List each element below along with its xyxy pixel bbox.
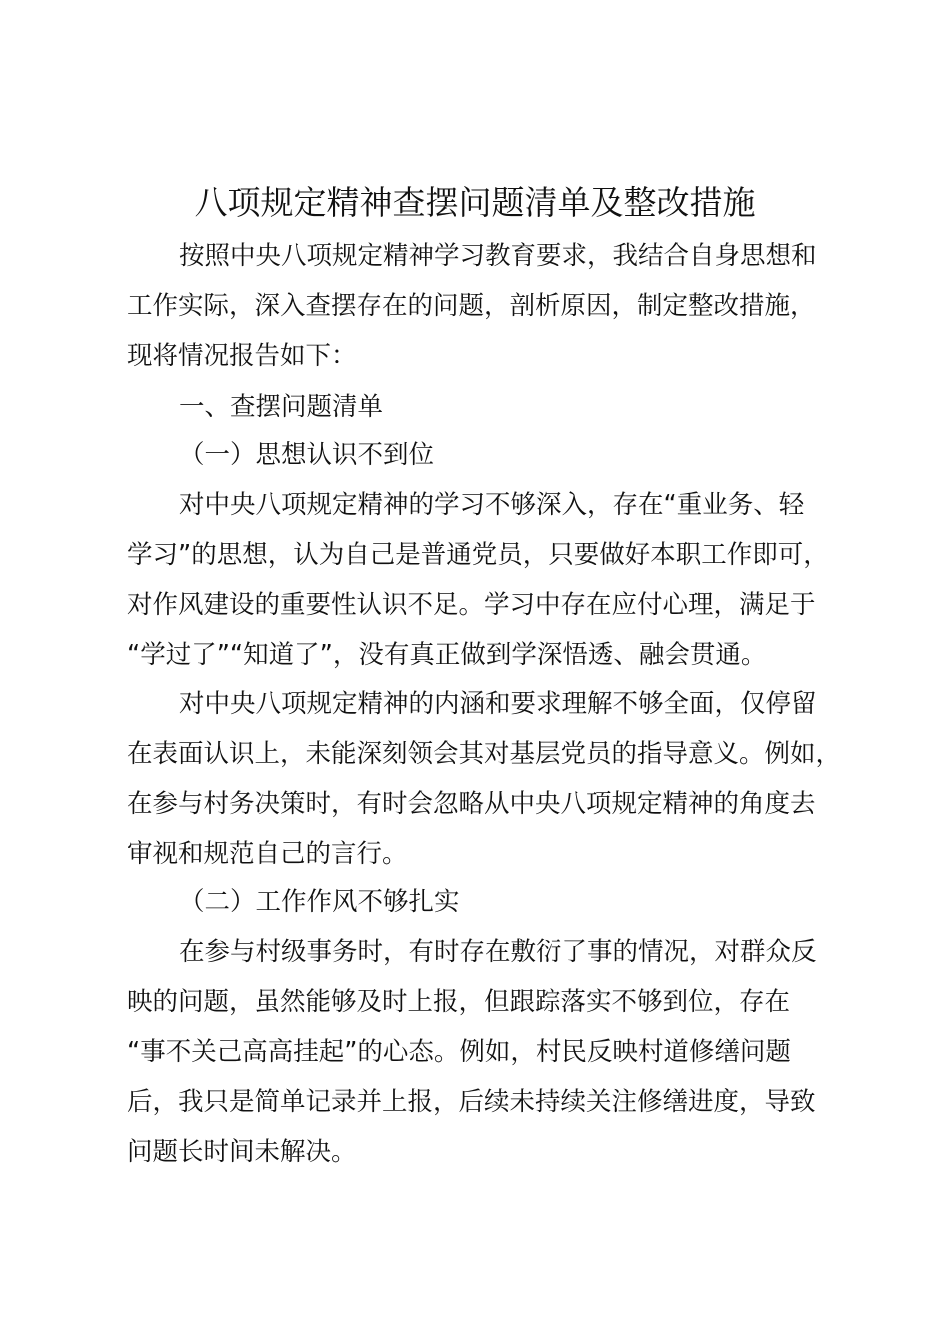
page-title: 八项规定精神查摆问题清单及整改措施 [194,183,756,222]
sub2-para1-line-2: 映的问题，虽然能够及时上报，但跟踪落实不够到位，存在 [127,987,791,1017]
intro-line-2: 工作实际，深入查摆存在的问题，剖析原因，制定整改措施， [127,291,816,321]
sub1-para1-line-2: 学习”的思想，认为自己是普通党员，只要做好本职工作即可， [127,540,829,570]
sub2-para1-line-4: 后，我只是简单记录并上报，后续未持续关注修缮进度，导致 [127,1087,816,1117]
sub2-para1-line-5: 问题长时间未解决。 [127,1137,357,1167]
sub1-para2-line-4: 审视和规范自己的言行。 [127,839,408,869]
subsection-1-heading: （一）思想认识不到位 [179,440,435,470]
sub1-para2-line-3: 在参与村务决策时，有时会忽略从中央八项规定精神的角度去 [127,789,816,819]
sub2-para1-line-3: “事不关己高高挂起”的心态。例如，村民反映村道修缮问题 [127,1037,791,1067]
section-1-heading: 一、查摆问题清单 [179,392,384,422]
sub1-para1-line-3: 对作风建设的重要性认识不足。学习中存在应付心理，满足于 [127,590,816,620]
sub1-para2-line-2: 在表面认识上，未能深刻领会其对基层党员的指导意义。例如， [127,739,842,769]
sub1-para1-line-4: “学过了”“知道了”，没有真正做到学深悟透、融会贯通。 [127,640,767,670]
sub2-para1-line-1: 在参与村级事务时，有时存在敷衍了事的情况，对群众反 [179,937,817,967]
sub1-para1-line-1: 对中央八项规定精神的学习不够深入，存在“重业务、轻 [179,490,805,520]
intro-line-1: 按照中央八项规定精神学习教育要求，我结合自身思想和 [179,241,817,271]
subsection-2-heading: （二）工作作风不够扎实 [179,887,460,917]
sub1-para2-line-1: 对中央八项规定精神的内涵和要求理解不够全面，仅停留 [179,689,817,719]
intro-line-3: 现将情况报告如下： [127,341,357,371]
